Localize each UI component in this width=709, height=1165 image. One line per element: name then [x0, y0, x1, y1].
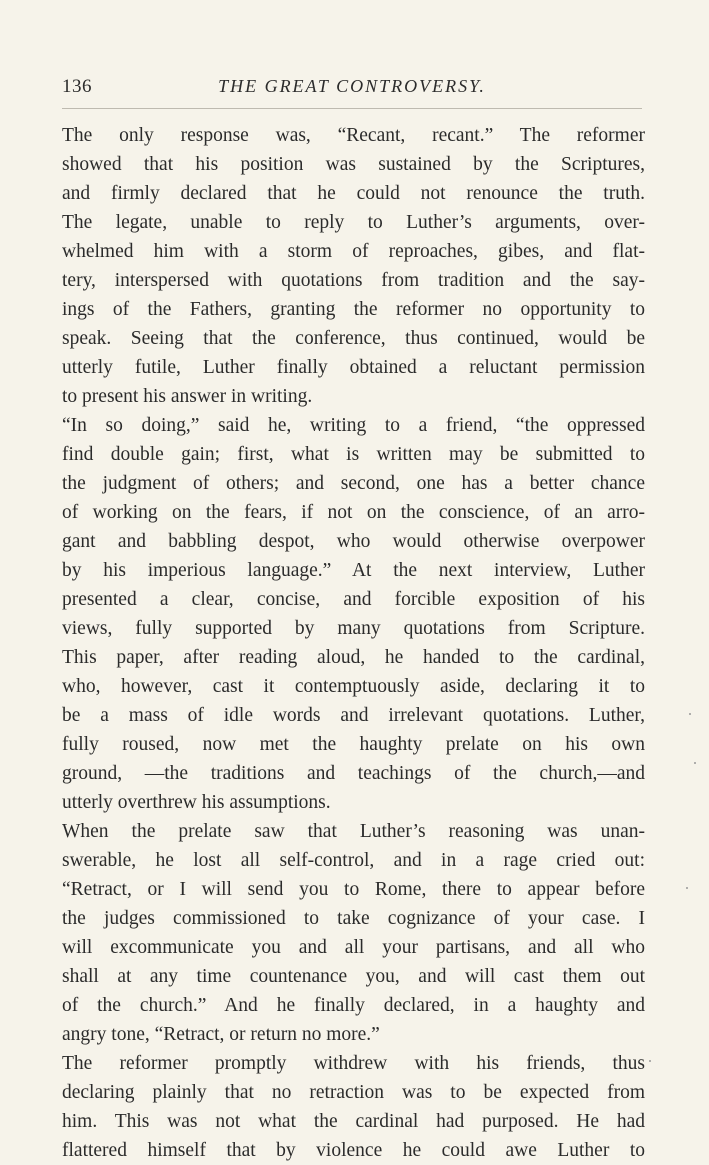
- text-line: will excommunicate you and all your partisans, and all who: [62, 937, 645, 958]
- paper-speck: [694, 762, 696, 764]
- paper-speck: [689, 713, 691, 715]
- paper-speck: [649, 1060, 651, 1062]
- text-line: the judges commissioned to take cognizance of your case. I: [62, 908, 645, 929]
- text-line: and firmly declared that he could not renounce the truth.: [62, 183, 645, 204]
- running-title: THE GREAT CONTROVERSY.: [218, 76, 486, 96]
- text-line: speak. Seeing that the conference, thus continued, would be: [62, 328, 645, 349]
- text-line: The only response was, “Recant, recant.” The reformer: [62, 125, 645, 146]
- text-line: shall at any time countenance you, and will cast them out: [62, 966, 645, 987]
- page-header: [62, 76, 642, 102]
- text-line: gant and babbling despot, who would otherwise overpower: [62, 531, 645, 552]
- paragraph-4: [62, 1049, 645, 1165]
- text-line: to present his answer in writing.: [62, 386, 313, 407]
- text-line: utterly overthrew his assumptions.: [62, 792, 331, 813]
- text-line: When the prelate saw that Luther’s reasoning was unan-: [62, 821, 645, 842]
- paper-speck: [686, 887, 688, 889]
- header-rule: [62, 108, 642, 109]
- text-line: of the church.” And he finally declared, in a haughty and: [62, 995, 645, 1016]
- body-text: [62, 121, 645, 1165]
- paragraph-2: [62, 411, 645, 817]
- text-line: The reformer promptly withdrew with his friends, thus: [62, 1053, 645, 1074]
- text-line: presented a clear, concise, and forcible exposition of his: [62, 589, 645, 610]
- text-line: ground, —the traditions and teachings of the church,—and: [62, 763, 645, 784]
- page-number: 136: [62, 76, 92, 97]
- text-line: “In so doing,” said he, writing to a friend, “the oppressed: [62, 415, 645, 436]
- text-line: of working on the fears, if not on the conscience, of an arro-: [62, 502, 645, 523]
- text-line: find double gain; first, what is written may be submitted to: [62, 444, 645, 465]
- paragraph-1: [62, 121, 645, 411]
- text-line: ings of the Fathers, granting the reformer no opportunity to: [62, 299, 645, 320]
- text-line: declaring plainly that no retraction was to be expected from: [62, 1082, 645, 1103]
- text-line: views, fully supported by many quotations from Scripture.: [62, 618, 645, 639]
- text-line: be a mass of idle words and irrelevant quotations. Luther,: [62, 705, 645, 726]
- paragraph-3: [62, 817, 645, 1049]
- text-line: utterly futile, Luther finally obtained a reluctant permission: [62, 357, 645, 378]
- text-line: flattered himself that by violence he could awe Luther to: [62, 1140, 645, 1161]
- text-line: fully roused, now met the haughty prelate on his own: [62, 734, 645, 755]
- text-line: showed that his position was sustained by the Scriptures,: [62, 154, 645, 175]
- text-line: who, however, cast it contemptuously aside, declaring it to: [62, 676, 645, 697]
- text-line: tery, interspersed with quotations from tradition and the say-: [62, 270, 645, 291]
- text-line: him. This was not what the cardinal had purposed. He had: [62, 1111, 645, 1132]
- text-line: whelmed him with a storm of reproaches, gibes, and flat-: [62, 241, 645, 262]
- text-line: “Retract, or I will send you to Rome, there to appear before: [62, 879, 645, 900]
- text-line: The legate, unable to reply to Luther’s arguments, over-: [62, 212, 645, 233]
- text-line: the judgment of others; and second, one has a better chance: [62, 473, 645, 494]
- text-line: This paper, after reading aloud, he handed to the cardinal,: [62, 647, 645, 668]
- text-line: angry tone, “Retract, or return no more.”: [62, 1024, 380, 1045]
- text-line: swerable, he lost all self-control, and in a rage cried out:: [62, 850, 645, 871]
- text-line: by his imperious language.” At the next interview, Luther: [62, 560, 645, 581]
